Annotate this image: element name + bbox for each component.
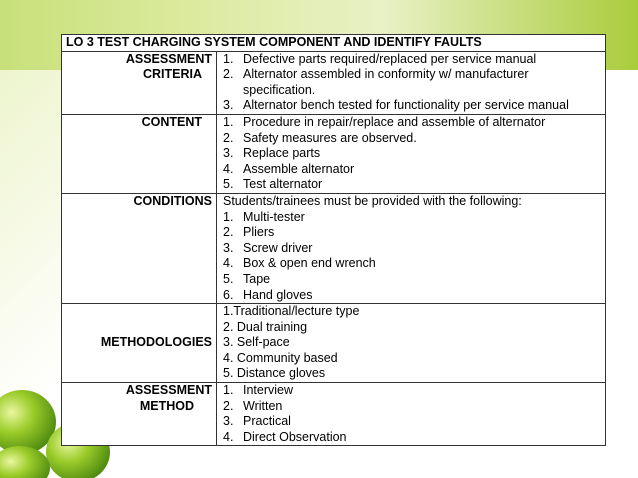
row-content	[217, 193, 606, 303]
row-content	[217, 51, 606, 114]
list-item: 4. Community based	[223, 350, 338, 365]
list-item: 2. Pliers	[223, 225, 275, 240]
list-item: 2. Written	[223, 398, 283, 413]
table-row-conditions	[62, 193, 606, 303]
table-title: LO 3 TEST CHARGING SYSTEM COMPONENT AND IDENTIFY FAULTS	[62, 35, 606, 52]
table-header-row	[62, 35, 606, 52]
list-item: 3. Replace parts	[223, 146, 321, 161]
table-row-methodologies	[62, 304, 606, 383]
list-item: 5. Distance gloves	[223, 366, 326, 381]
list-item: 3. Alternator bench tested for functionality per service manual	[223, 98, 569, 113]
row-label	[62, 193, 217, 303]
label-line: ASSESSMENT	[125, 51, 212, 66]
row-content	[217, 114, 606, 193]
row-label	[62, 304, 217, 383]
list-item: 2. Alternator assembled in conformity w/ manufacturer specification.	[223, 67, 529, 97]
list-item: 4. Direct Observation	[223, 429, 347, 444]
table-row-content	[62, 114, 606, 193]
list-item: 3. Screw driver	[223, 240, 313, 255]
list-item: 5. Tape	[223, 271, 271, 286]
list-item: 1. Multi-tester	[223, 209, 305, 224]
list-item: 1. Procedure in repair/replace and assemble of alternator	[223, 114, 546, 129]
learning-outcome-table	[61, 34, 606, 446]
list-item: 1.Traditional/lecture type	[223, 304, 360, 319]
list-item: 1. Defective parts required/replaced per service manual	[223, 51, 537, 66]
list-item: 2. Safety measures are observed.	[223, 130, 417, 145]
table-row-assessment-method	[62, 383, 606, 446]
label-line: CONTENT	[141, 114, 202, 129]
row-content	[217, 304, 606, 383]
label-line: CRITERIA	[142, 67, 202, 82]
label-line: METHOD	[139, 398, 194, 413]
label-line: ASSESSMENT	[125, 383, 212, 398]
table-row-assessment-criteria	[62, 51, 606, 114]
label-line: CONDITIONS	[133, 193, 212, 208]
list-item: 1. Interview	[223, 383, 294, 398]
row-label	[62, 383, 217, 446]
list-item: 6. Hand gloves	[223, 287, 313, 302]
row-label	[62, 51, 217, 114]
list-item: 2. Dual training	[223, 319, 308, 334]
row-label	[62, 114, 217, 193]
list-item: 4. Assemble alternator	[223, 161, 355, 176]
conditions-intro: Students/trainees must be provided with the following:	[223, 193, 522, 208]
label-line: METHODOLOGIES	[100, 335, 212, 350]
list-item: 5. Test alternator	[223, 177, 323, 192]
list-item: 4. Box & open end wrench	[223, 256, 376, 271]
row-content	[217, 383, 606, 446]
list-item: 3. Self-pace	[223, 335, 290, 350]
list-item: 3. Practical	[223, 414, 291, 429]
